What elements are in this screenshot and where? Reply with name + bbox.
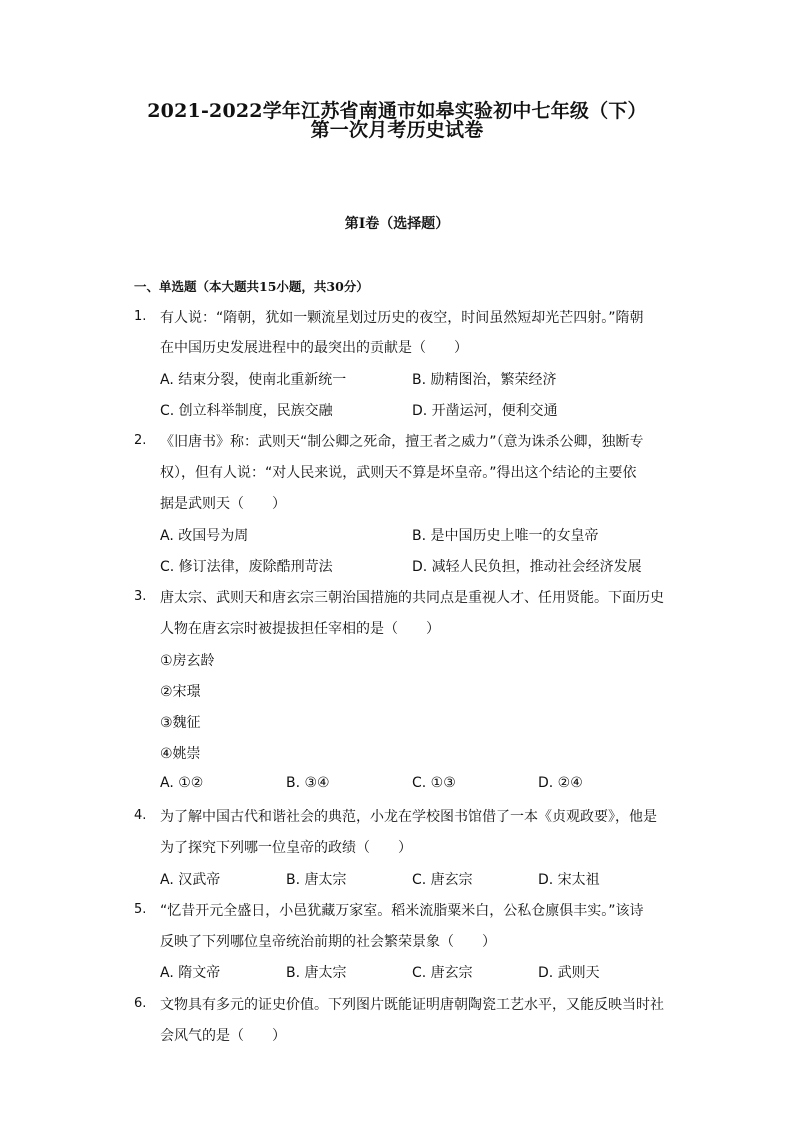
option-c: C. ①③	[412, 775, 456, 791]
option-d: D. 宋太祖	[538, 872, 600, 888]
exam-title-line1: 2021-2022学年江苏省南通市如皋实验初中七年级（下）	[147, 100, 647, 122]
list-item: ①房玄龄	[160, 653, 215, 669]
question-text: 《旧唐书》称：武则天“制公卿之死命，擅王者之威力”（意为诛杀公卿，独断专	[160, 434, 644, 450]
option-c: C. 创立科举制度，民族交融	[160, 403, 333, 419]
question-number: 5.	[134, 902, 147, 917]
option-d: D. 开凿运河，便利交通	[412, 403, 558, 419]
question-number: 6.	[134, 996, 147, 1011]
option-a: A. 汉武帝	[160, 872, 221, 888]
option-a: A. 结束分裂，使南北重新统一	[160, 372, 347, 388]
question-text: 权），但有人说：“对人民来说，武则天不算是坏皇帝。”得出这个结论的主要依	[160, 465, 637, 481]
option-a: A. 隋文帝	[160, 965, 221, 981]
question-number: 3.	[134, 589, 147, 604]
question-text: 唐太宗、武则天和唐玄宗三朝治国措施的共同点是重视人才、任用贤能。下面历史	[160, 590, 664, 606]
option-d: D. 武则天	[538, 965, 600, 981]
question-text: 人物在唐玄宗时被提拔担任宰相的是（ ）	[160, 621, 440, 637]
question-text: 在中国历史发展进程中的最突出的贡献是（ ）	[160, 340, 468, 356]
option-b: B. 唐太宗	[286, 872, 347, 888]
option-b: B. 唐太宗	[286, 965, 347, 981]
question-text: 为了解中国古代和谐社会的典范，小龙在学校图书馆借了一本《贞观政要》，他是	[160, 809, 657, 825]
option-c: C. 唐玄宗	[412, 872, 473, 888]
option-c: C. 修订法律，废除酷刑苛法	[160, 559, 333, 575]
question-text: “忆昔开元全盛日，小邑犹藏万家室。稻米流脂粟米白，公私仓廪俱丰实。”该诗	[160, 903, 644, 919]
question-text: 有人说：“隋朝，犹如一颗流星划过历史的夜空，时间虽然短却光芒四射。”隋朝	[160, 310, 644, 326]
question-text: 据是武则天（ ）	[160, 496, 286, 512]
option-b: B. ③④	[286, 775, 330, 791]
option-a: A. 改国号为周	[160, 528, 249, 544]
question-text: 文物具有多元的证史价值。下列图片既能证明唐朝陶瓷工艺水平，又能反映当时社	[160, 997, 664, 1013]
question-number: 1.	[134, 309, 147, 324]
question-number: 2.	[134, 433, 147, 448]
option-c: C. 唐玄宗	[412, 965, 473, 981]
option-d: D. 减轻人民负担，推动社会经济发展	[412, 559, 642, 575]
exam-title-line2: 第一次月考历史试卷	[310, 119, 484, 141]
question-text: 会风气的是（ ）	[160, 1028, 286, 1044]
list-item: ②宋璟	[160, 684, 201, 700]
option-a: A. ①②	[160, 775, 204, 791]
question-text: 为了探究下列哪一位皇帝的政绩（ ）	[160, 840, 412, 856]
list-item: ③魏征	[160, 715, 201, 731]
question-text: 反映了下列哪位皇帝统治前期的社会繁荣景象（ ）	[160, 934, 496, 950]
option-b: B. 是中国历史上唯一的女皇帝	[412, 528, 599, 544]
part-heading: 一、单选题（本大题共15小题，共30分）	[134, 279, 369, 294]
section-heading: 第I卷（选择题）	[344, 216, 450, 232]
list-item: ④姚崇	[160, 746, 201, 762]
option-b: B. 励精图治，繁荣经济	[412, 372, 557, 388]
question-number: 4.	[134, 808, 147, 823]
option-d: D. ②④	[538, 775, 583, 791]
